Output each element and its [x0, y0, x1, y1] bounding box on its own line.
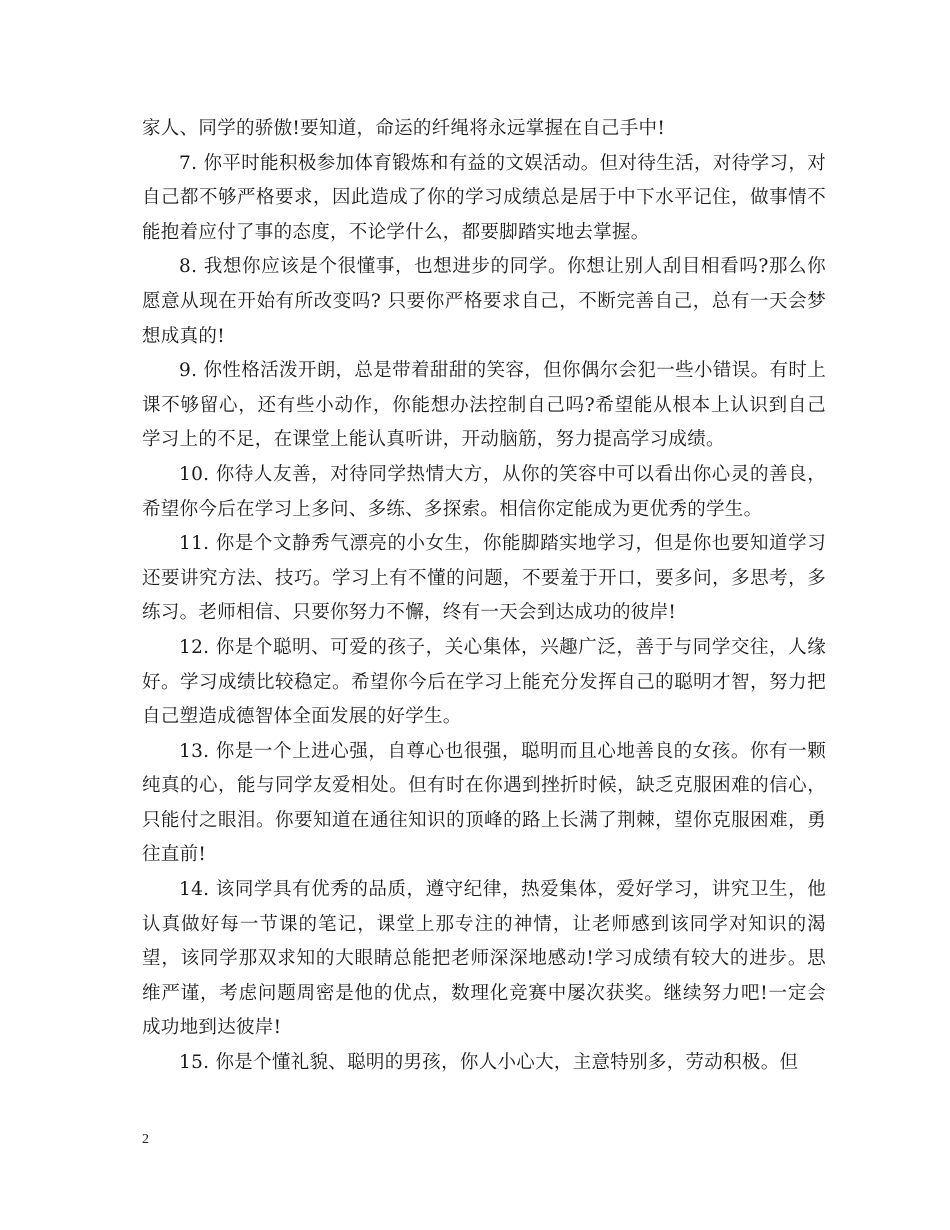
paragraph-8: 8. 我想你应该是个很懂事，也想进步的同学。你想让别人刮目相看吗?那么你愿意从现在开始有所改变吗? 只要你严格要求自己，不断完善自己，总有一天会梦想成真的! — [142, 256, 826, 347]
paragraph-14: 14. 该同学具有优秀的品质，遵守纪律，热爱集体，爱好学习，讲究卫生，他认真做好每一节课的笔记，课堂上那专注的神情，让老师感到该同学对知识的渴望，该同学那双求知的大眼睛总能把老师深深地感动!学习成绩有较大的进步。思维严谨，考虑问题周密是他的优点，数理化竞赛中屡次获奖。继续努力吧!一定会成功地到达彼岸! — [142, 879, 826, 1039]
paragraph-10: 10. 你待人友善，对待同学热情大方，从你的笑容中可以看出你心灵的善良，希望你今后在学习上多问、多练、多探索。相信你定能成为更优秀的学生。 — [142, 463, 826, 520]
page-number: 2 — [142, 1132, 149, 1147]
paragraph-continued: 家人、同学的骄傲!要知道，命运的纤绳将永远掌握在自己手中! — [142, 118, 666, 139]
paragraph-11: 11. 你是个文静秀气漂亮的小女生，你能脚踏实地学习，但是你也要知道学习还要讲究方法、技巧。学习上有不懂的问题，不要羞于开口，要多问，多思考，多练习。老师相信、只要你努力不懈，终有一天会到达成功的彼岸! — [142, 533, 826, 624]
paragraph-15: 15. 你是个懂礼貌、聪明的男孩，你人小心大，主意特别多，劳动积极。但 — [179, 1052, 799, 1074]
paragraph-9: 9. 你性格活泼开朗，总是带着甜甜的笑容，但你偶尔会犯一些小错误。有时上课不够留心，还有些小动作，你能想办法控制自己吗?希望能从根本上认识到自己学习上的不足，在课堂上能认真听讲，开动脑筋，努力提高学习成绩。 — [142, 360, 826, 451]
paragraph-7: 7. 你平时能积极参加体育锻炼和有益的文娱活动。但对待生活，对待学习，对自己都不够严格要求，因此造成了你的学习成绩总是居于中下水平记住，做事情不能抱着应付了事的态度，不论学什么，都要脚踏实地去掌握。 — [142, 152, 826, 243]
page-body — [142, 112, 826, 1081]
paragraph-12: 12. 你是个聪明、可爱的孩子，关心集体，兴趣广泛，善于与同学交往，人缘好。学习成绩比较稳定。希望你今后在学习上能充分发挥自己的聪明才智，努力把自己塑造成德智体全面发展的好学生。 — [142, 636, 826, 728]
paragraph-13: 13. 你是一个上进心强，自尊心也很强，聪明而且心地善良的女孩。你有一颗纯真的心，能与同学友爱相处。但有时在你遇到挫折时候，缺乏克服困难的信心，只能付之眼泪。你要知道在通往知识的顶峰的路上长满了荆棘，望你克服困难，勇往直前! — [142, 740, 826, 866]
